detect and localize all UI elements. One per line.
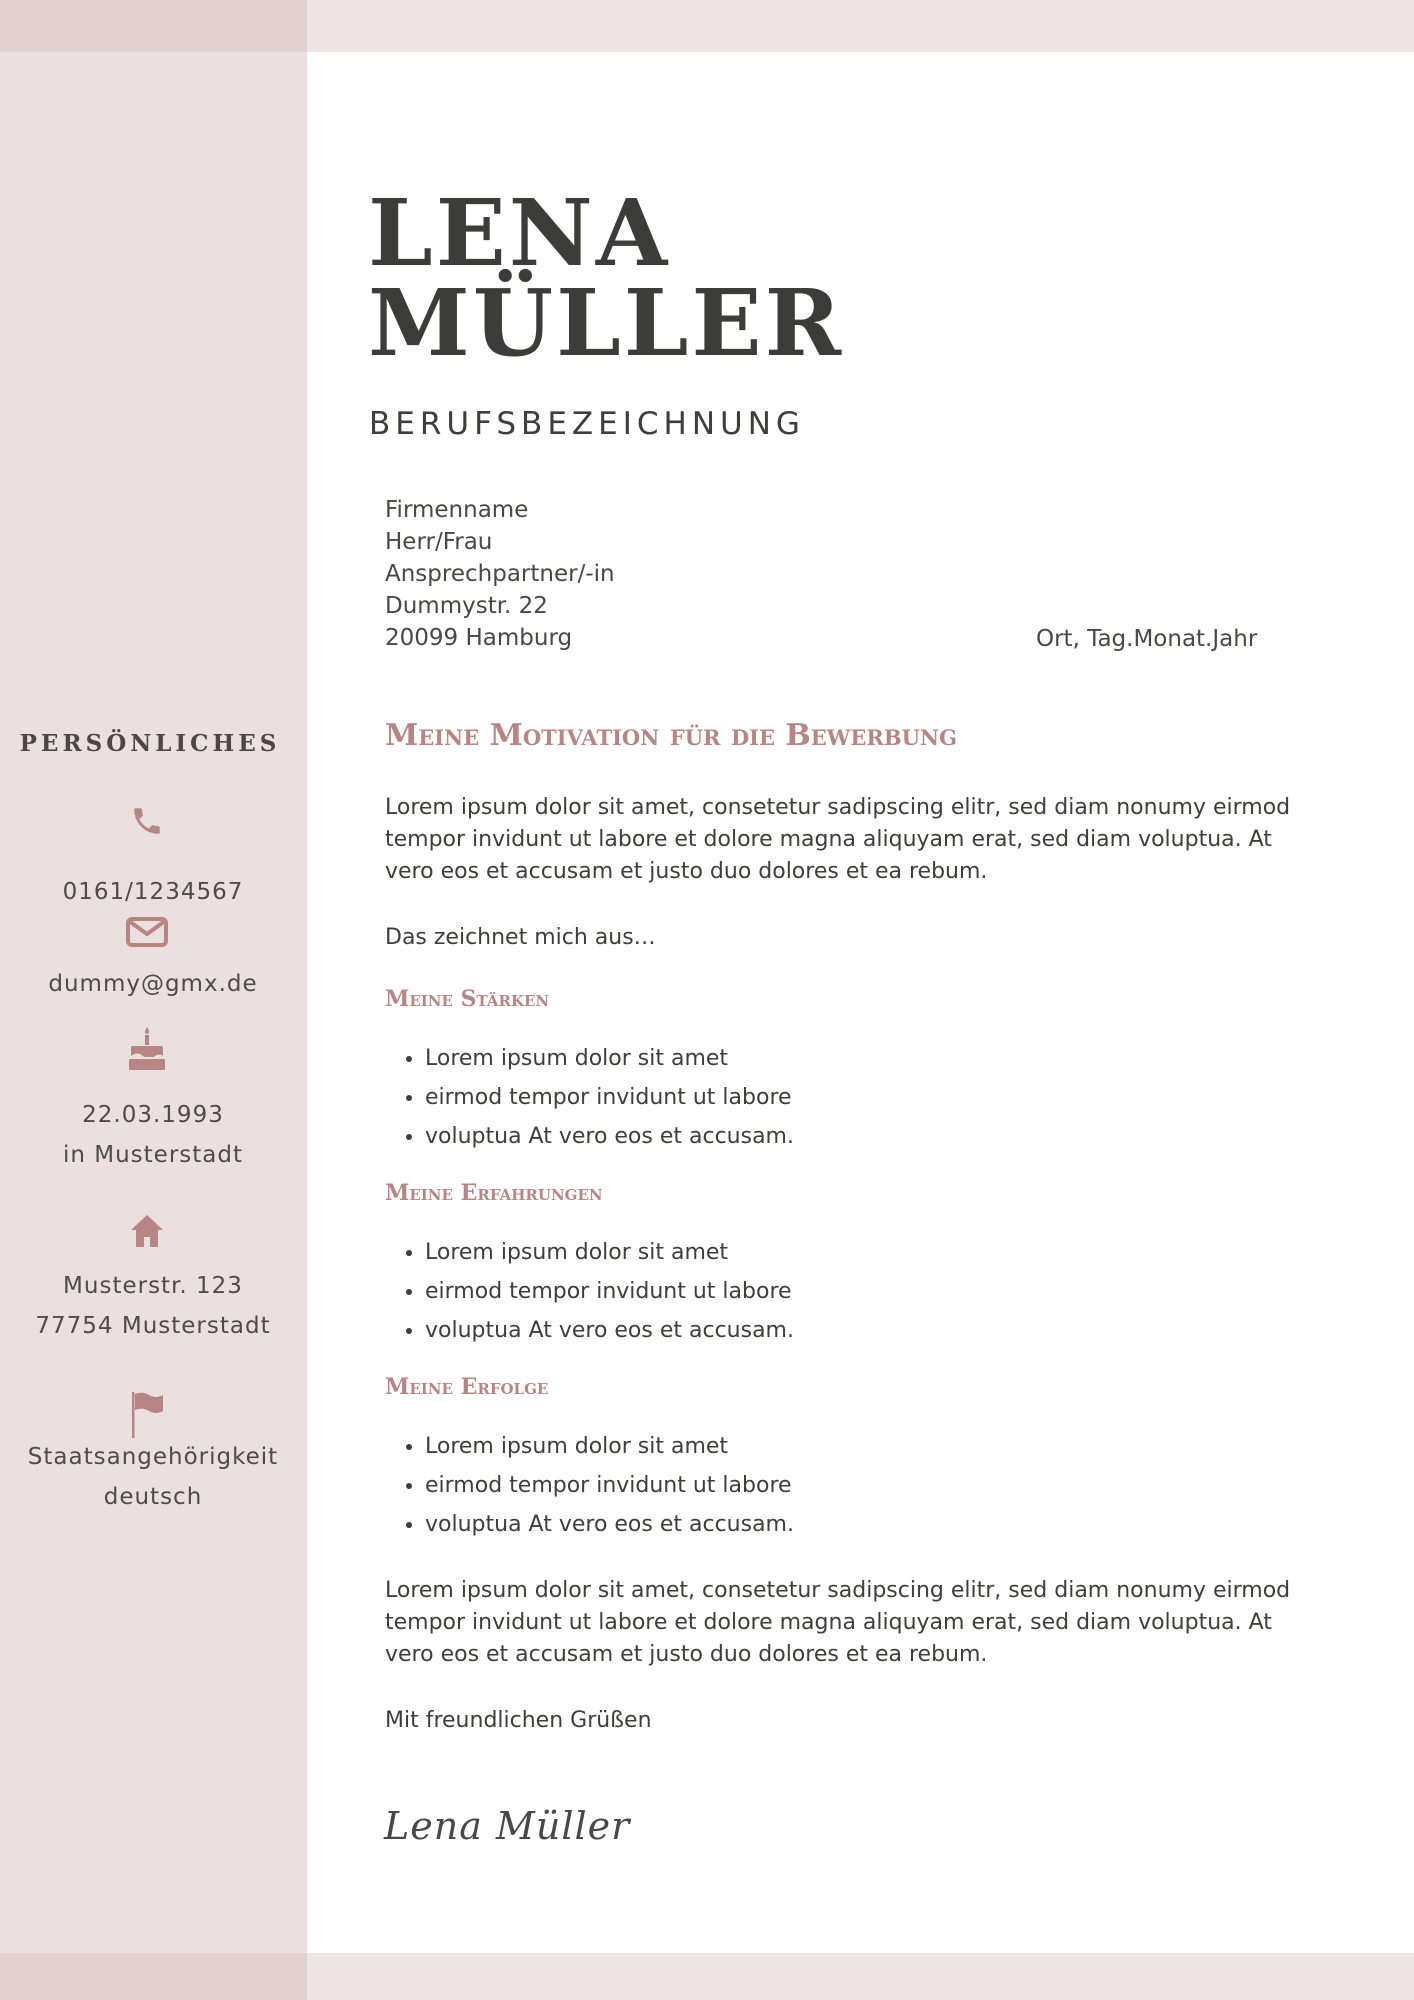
intro-paragraph: Lorem ipsum dolor sit amet, consetetur sadipscing elitr, sed diam nonumy eirmod tempor invidunt ut labore et dolore magna aliquyam erat, sed diam voluptua. At vero eos et accusam et justo duo dolores et ea rebum. [385,795,1291,884]
section-title-experience: Meine Erfahrungen [385,1180,603,1206]
applicant-name [368,179,845,377]
phone-icon [0,803,294,839]
letter-heading: Meine Motivation für die Bewerbung [385,718,958,753]
phone-number: 0161/1234567 [62,879,244,905]
recipient-salutation: Herr/Frau [385,529,493,555]
envelope-icon [0,916,294,948]
place-date: Ort, Tag.Monat.Jahr [1036,626,1258,652]
list-item: • Lorem ipsum dolor sit amet [425,1427,794,1466]
section-title-strengths: Meine Stärken [385,986,550,1012]
top-band-sidebar-accent [0,0,307,52]
list-item: • voluptua At vero eos et accusam. [425,1311,794,1350]
lead-sentence: Das zeichnet mich aus… [385,925,656,950]
birth-place: in Musterstadt [62,1142,244,1168]
section-title-successes: Meine Erfolge [385,1374,549,1400]
closing-paragraph: Lorem ipsum dolor sit amet, consetetur sadipscing elitr, sed diam nonumy eirmod tempor invidunt ut labore et dolore magna aliquyam erat, sed diam voluptua. At vero eos et accusam et justo duo dolores et ea rebum. [385,1578,1291,1667]
list-item: • voluptua At vero eos et accusam. [425,1505,794,1544]
flag-icon [0,1390,294,1440]
sidebar-street: Musterstr. 123 [63,1273,243,1299]
list-experience [385,1233,794,1350]
list-item: • voluptua At vero eos et accusam. [425,1117,794,1156]
recipient-address [385,494,615,654]
bottom-band-sidebar-accent [0,1953,307,2000]
list-strengths [385,1039,794,1156]
email-address: dummy@gmx.de [48,971,258,997]
recipient-city: 20099 Hamburg [385,625,573,651]
recipient-street: Dummystr. 22 [385,593,548,619]
birthday-cake-icon [0,1025,294,1071]
birth-date: 22.03.1993 [82,1102,224,1128]
nationality-label: Staatsangehörigkeit [27,1444,279,1470]
list-item: • eirmod tempor invidunt ut labore [425,1466,794,1505]
first-name: LENA [368,179,671,287]
nationality-value: deutsch [103,1484,203,1510]
recipient-contact: Ansprechpartner/-in [385,561,615,587]
list-successes [385,1427,794,1544]
sidebar-city: 77754 Musterstadt [35,1313,271,1339]
recipient-company: Firmenname [385,497,529,523]
job-title: BERUFSBEZEICHNUNG [369,406,805,442]
list-item: • Lorem ipsum dolor sit amet [425,1233,794,1272]
sidebar-title: PERSÖNLICHES [19,730,281,757]
list-item: • Lorem ipsum dolor sit amet [425,1039,794,1078]
last-name: MÜLLER [368,269,845,377]
list-item: • eirmod tempor invidunt ut labore [425,1078,794,1117]
regards: Mit freundlichen Grüßen [385,1708,652,1733]
list-item: • eirmod tempor invidunt ut labore [425,1272,794,1311]
house-icon [0,1212,294,1250]
signature: Lena Müller [384,1804,631,1848]
